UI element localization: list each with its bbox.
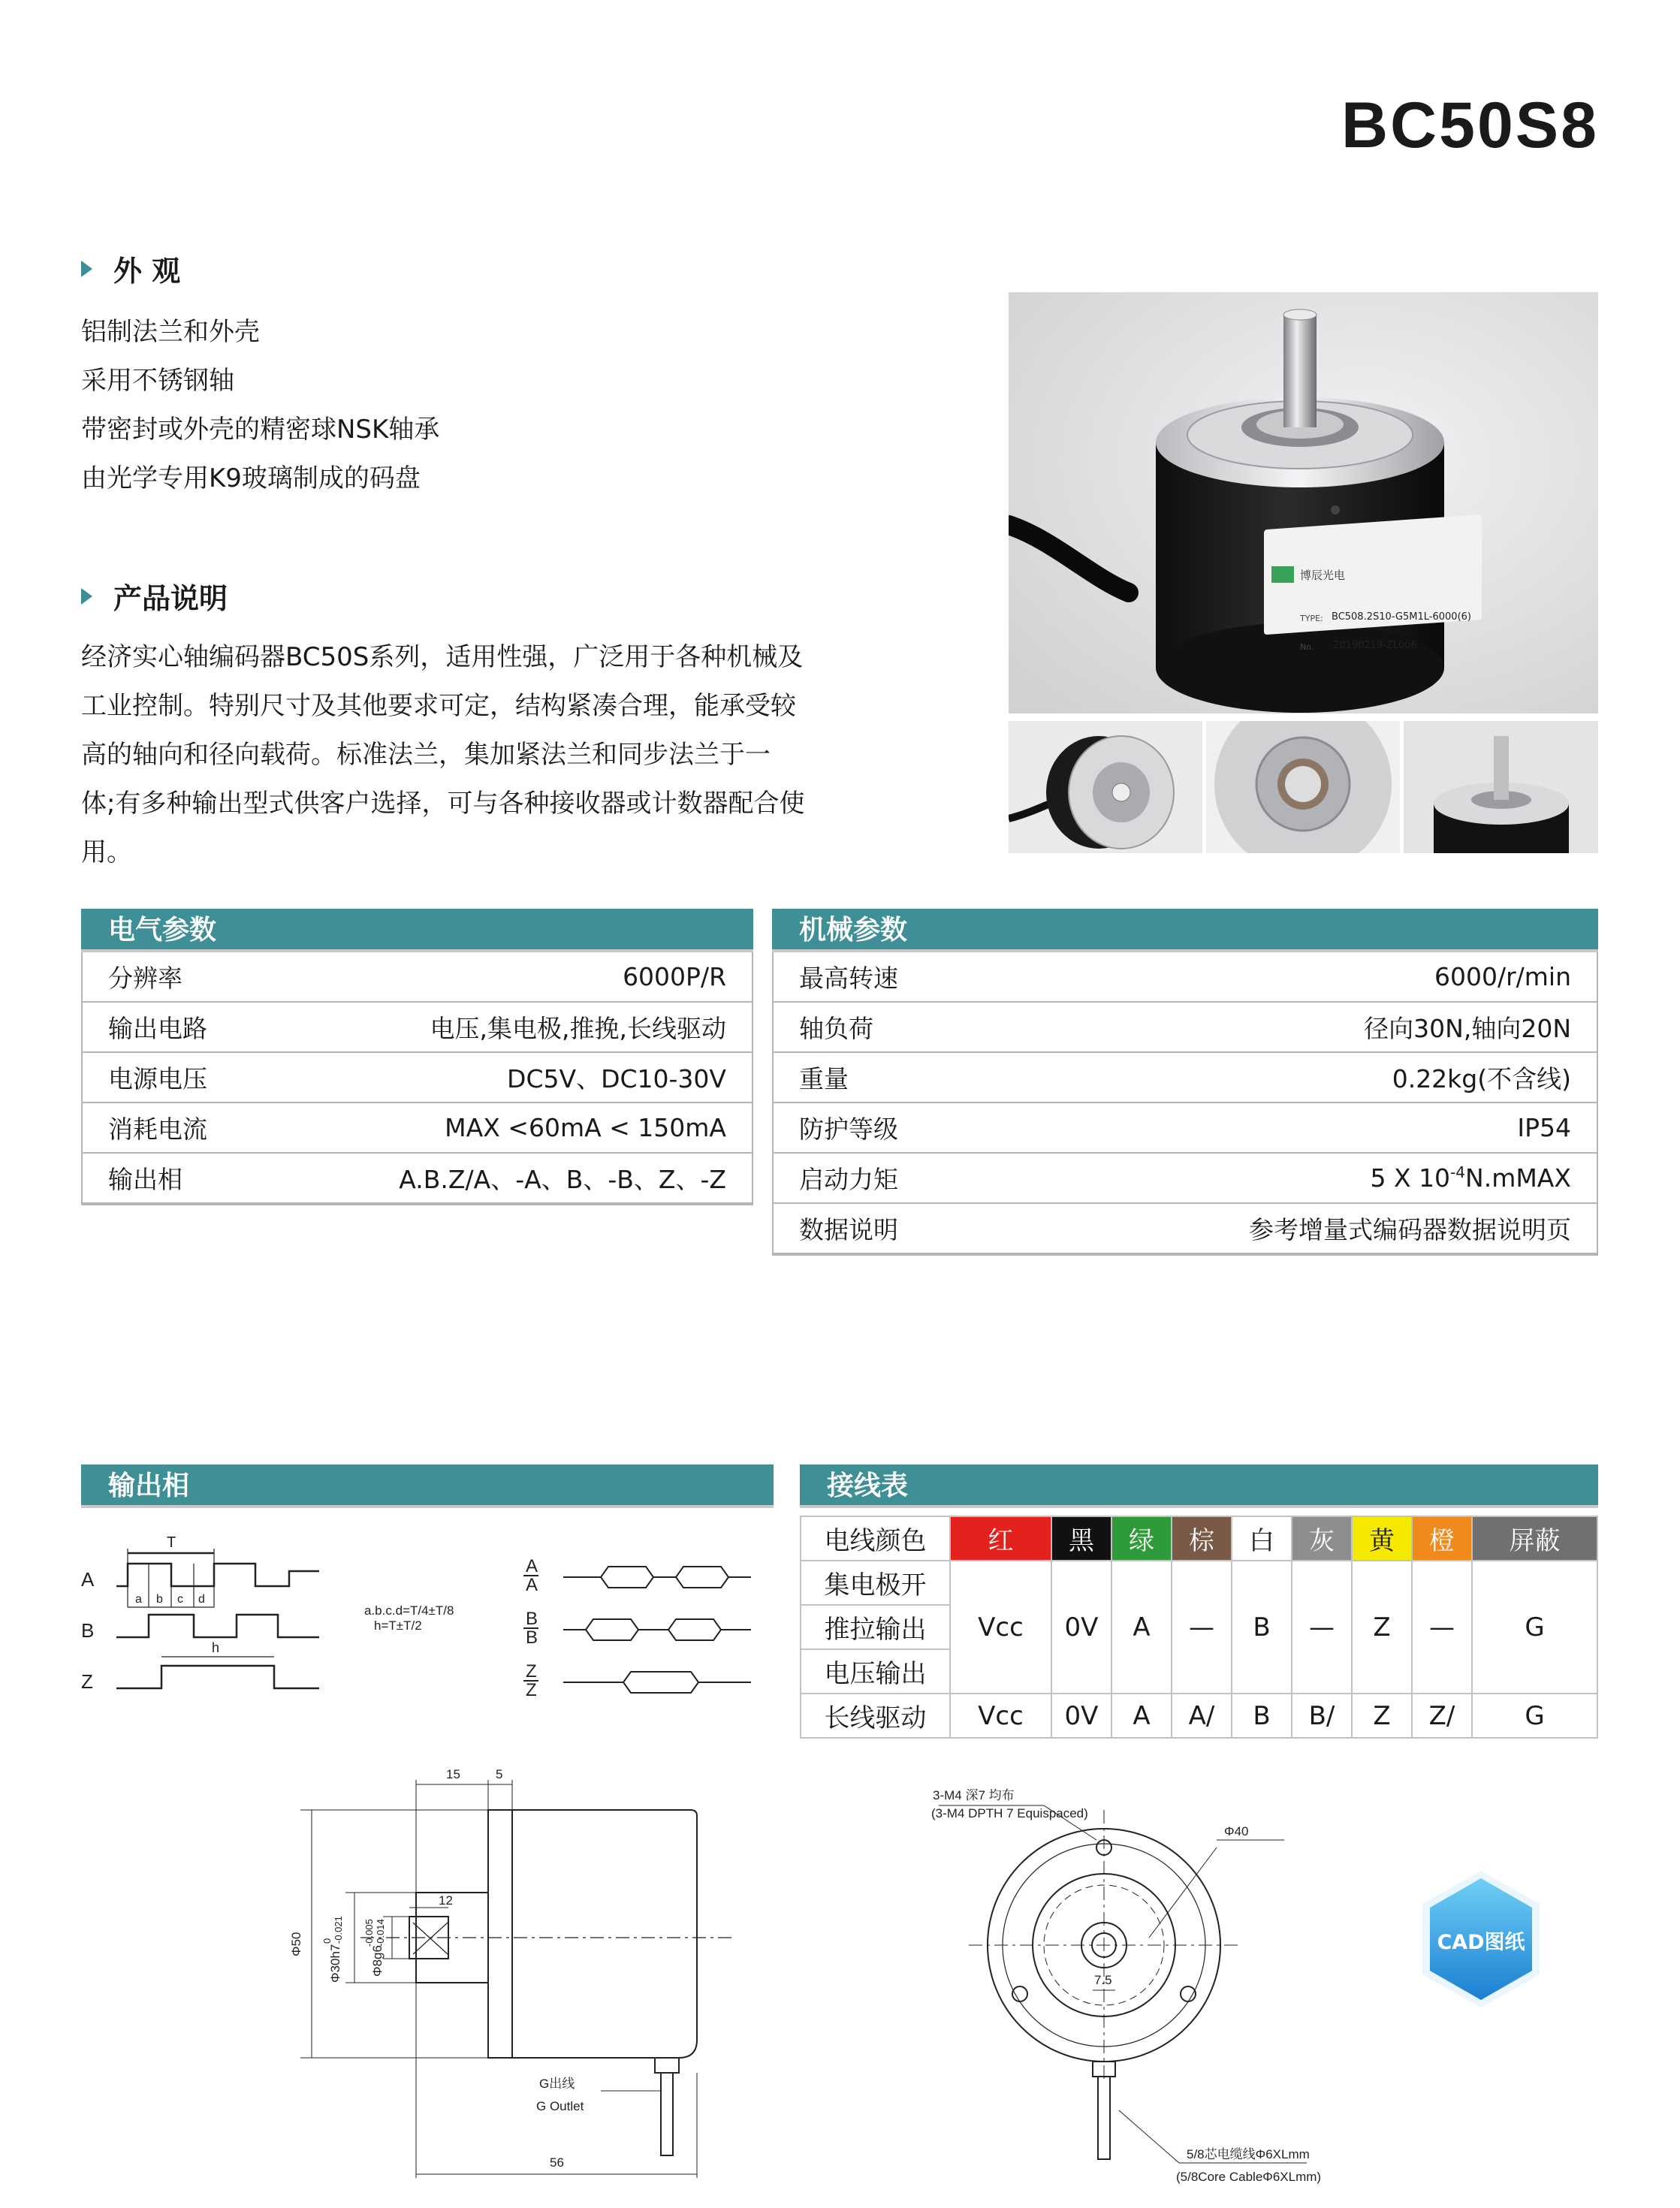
label-type-value: BC508.2S10-G5M1L-6000(6) [1332, 611, 1471, 623]
param-name: 数据说明 [774, 1203, 1009, 1253]
table-row [774, 1052, 1597, 1102]
param-value: 电压,集电极,推挽,长线驱动 [273, 1002, 752, 1052]
cable-en-label: (5/8Core CableΦ6XLmm) [1176, 2170, 1322, 2184]
appearance-list [81, 308, 439, 503]
product-thumbnail [1206, 721, 1400, 853]
segment-d-label: d [198, 1593, 205, 1606]
param-value: 6000/r/min [1009, 952, 1597, 1002]
wire-value-cell: Z/ [1412, 1694, 1472, 1738]
wire-color-cell: 橙 [1412, 1516, 1472, 1561]
triangle-bullet-icon [81, 261, 92, 277]
wire-value-cell: — [1292, 1561, 1352, 1694]
wire-value-cell: A [1111, 1561, 1172, 1694]
dim-15-label: 15 [446, 1767, 460, 1781]
table-row [83, 1153, 752, 1203]
wire-value-cell: Z [1352, 1561, 1412, 1694]
wire-value-cell: — [1172, 1561, 1232, 1694]
wire-value-cell: 0V [1051, 1694, 1111, 1738]
product-thumbnail [1009, 721, 1202, 853]
wire-value-cell: B/ [1292, 1694, 1352, 1738]
table-row [83, 1052, 752, 1102]
front-view-drawing [864, 1757, 1374, 2200]
wire-color-cell: 绿 [1111, 1516, 1172, 1561]
mechanical-params-box [772, 952, 1598, 1256]
phase-z-label: Z [81, 1670, 93, 1693]
diff-a-label: A [526, 1556, 538, 1576]
wiring-table-box [800, 1516, 1598, 1739]
mechanical-params-title: 机械参数 [772, 909, 1598, 952]
wiring-table [800, 1516, 1598, 1739]
param-value: MAX <60mA < 150mA [273, 1102, 752, 1153]
cad-drawing-button[interactable] [1417, 1868, 1545, 2010]
description-heading [81, 575, 228, 617]
wire-value-cell: G [1472, 1694, 1597, 1738]
side-view-drawing [270, 1757, 751, 2193]
table-row [801, 1561, 1597, 1605]
row-label: 推拉输出 [801, 1605, 950, 1649]
triangle-bullet-icon [81, 588, 92, 605]
wire-value-cell: — [1412, 1561, 1472, 1694]
label-brand: 博辰光电 [1300, 569, 1346, 582]
table-row [774, 1153, 1597, 1203]
phi8-tol-lower: -0.014 [375, 1919, 386, 1947]
param-value: 径向30N,轴向20N [1009, 1002, 1597, 1052]
table-row [801, 1694, 1597, 1738]
wire-color-cell: 灰 [1292, 1516, 1352, 1561]
model-title: BC50S8 [1341, 89, 1599, 161]
electrical-params-table [83, 952, 752, 1204]
feature-item: 由光学专用K9玻璃制成的码盘 [81, 463, 421, 493]
electrical-params-title: 电气参数 [81, 909, 753, 952]
wire-value-cell: B [1232, 1694, 1292, 1738]
phi50-label: Φ50 [289, 1932, 303, 1956]
table-row [83, 1102, 752, 1153]
torque-base: 5 X 10 [1370, 1163, 1451, 1193]
segment-c-label: c [177, 1593, 183, 1606]
description-line: 用。 [81, 837, 132, 867]
diff-not-z-label: Z [526, 1680, 537, 1700]
outlet-en-label: G Outlet [536, 2099, 584, 2113]
row-label: 集电极开 [801, 1561, 950, 1605]
param-name: 分辨率 [83, 952, 273, 1002]
label-no-prefix: No. [1300, 642, 1314, 652]
param-name: 输出电路 [83, 1002, 273, 1052]
param-value: 参考增量式编码器数据说明页 [1009, 1203, 1597, 1253]
param-value: 6000P/R [273, 952, 752, 1002]
param-value: A.B.Z/A、-A、B、-B、Z、-Z [273, 1153, 752, 1203]
label-type-prefix: TYPE: [1300, 614, 1323, 623]
description-line: 工业控制。特别尺寸及其他要求可定，结构紧凑合理，能承受较 [81, 691, 796, 721]
wire-color-cell: 白 [1232, 1516, 1292, 1561]
param-name: 输出相 [83, 1153, 273, 1203]
output-phase-diagram [75, 1525, 781, 1727]
phi40-label: Φ40 [1224, 1824, 1249, 1838]
wire-value-cell: Vcc [950, 1694, 1051, 1738]
wire-value-cell: Vcc [950, 1561, 1051, 1694]
phi8-tol-upper: -0.005 [363, 1919, 375, 1947]
row-label: 电压输出 [801, 1649, 950, 1694]
torque-unit: N.mMAX [1465, 1163, 1571, 1193]
dim-12-label: 12 [439, 1893, 453, 1908]
timing-formula-2: h=T±T/2 [374, 1618, 422, 1633]
cad-badge-label: CAD图纸 [1437, 1931, 1525, 1954]
appearance-heading [81, 248, 180, 289]
label-no-value: 20190219-ZL006 [1333, 640, 1417, 651]
param-name: 重量 [774, 1052, 1009, 1102]
electrical-params-panel [81, 909, 753, 1205]
diff-not-a-label: A [526, 1575, 538, 1595]
phi30-tol-lower: -0.021 [333, 1916, 344, 1944]
segment-b-label: b [156, 1593, 163, 1606]
phi8-label: Φ8g6 [370, 1945, 385, 1977]
electrical-params-box [81, 952, 753, 1205]
param-name: 消耗电流 [83, 1102, 273, 1153]
table-row [83, 952, 752, 1002]
wire-color-cell: 黄 [1352, 1516, 1412, 1561]
param-name: 启动力矩 [774, 1153, 1009, 1203]
row-label: 电线颜色 [801, 1516, 950, 1561]
wire-value-cell: 0V [1051, 1561, 1111, 1694]
product-photo-main [1009, 292, 1598, 713]
wire-color-cell: 棕 [1172, 1516, 1232, 1561]
product-thumbnail [1404, 721, 1598, 853]
wire-value-cell: G [1472, 1561, 1597, 1694]
cable-cn-label: 5/8芯电缆线Φ6XLmm [1187, 2147, 1310, 2161]
param-value: 0.22kg(不含线) [1009, 1052, 1597, 1102]
feature-item: 采用不锈钢轴 [81, 366, 234, 396]
row-label: 长线驱动 [801, 1694, 950, 1738]
phase-a-label: A [81, 1568, 95, 1591]
phase-b-label: B [81, 1619, 95, 1642]
dim-5-label: 5 [496, 1767, 503, 1781]
diff-not-b-label: B [526, 1627, 538, 1648]
description-line: 体;有多种输出型式供客户选择，可与各种接收器或计数器配合使 [81, 789, 805, 819]
wire-color-cell: 黑 [1051, 1516, 1111, 1561]
wire-color-row [801, 1516, 1597, 1561]
param-name: 轴负荷 [774, 1002, 1009, 1052]
table-row [83, 1002, 752, 1052]
outlet-cn-label: G出线 [539, 2077, 575, 2091]
mechanical-params-table [774, 952, 1597, 1254]
wire-value-cell: Z [1352, 1694, 1412, 1738]
param-name: 最高转速 [774, 952, 1009, 1002]
torque-exponent: -4 [1450, 1163, 1466, 1181]
segment-a-label: a [135, 1593, 142, 1606]
description-line: 经济实心轴编码器BC50S系列，适用性强，广泛用于各种机械及 [81, 642, 804, 672]
dim-7-5-label: 7.5 [1094, 1973, 1112, 1987]
appearance-heading-text: 外 观 [113, 255, 181, 288]
feature-item: 铝制法兰和外壳 [81, 317, 260, 347]
description-heading-text: 产品说明 [113, 582, 228, 615]
period-t-label: T [167, 1534, 176, 1551]
wire-color-cell: 红 [950, 1516, 1051, 1561]
mechanical-params-panel [772, 909, 1598, 1256]
wire-color-cell: 屏蔽 [1472, 1516, 1597, 1561]
description-line: 高的轴向和径向载荷。标准法兰，集加紧法兰和同步法兰于一 [81, 740, 771, 770]
description-text [81, 633, 877, 877]
holes-en-label: (3-M4 DPTH 7 Equispaced) [931, 1806, 1088, 1820]
param-value: IP54 [1009, 1102, 1597, 1153]
diff-z-label: Z [526, 1661, 537, 1682]
holes-cn-label: 3-M4 深7 均布 [933, 1788, 1015, 1802]
table-row [774, 1102, 1597, 1153]
table-row [774, 1002, 1597, 1052]
diff-b-label: B [526, 1609, 538, 1629]
wire-value-cell: A/ [1172, 1694, 1232, 1738]
wiring-table-title: 接线表 [800, 1464, 1598, 1508]
phi30-tol-upper: 0 [321, 1938, 333, 1944]
timing-formula-1: a.b.c.d=T/4±T/8 [364, 1603, 454, 1618]
dim-56-label: 56 [550, 2155, 564, 2170]
table-row [774, 1203, 1597, 1253]
wire-value-cell: B [1232, 1561, 1292, 1694]
feature-item: 带密封或外壳的精密球NSK轴承 [81, 415, 440, 445]
phi30-label: Φ30h7 [328, 1944, 342, 1983]
output-phase-title: 输出相 [81, 1464, 774, 1508]
param-name: 防护等级 [774, 1102, 1009, 1153]
pulse-h-label: h [212, 1640, 220, 1655]
table-row [774, 952, 1597, 1002]
param-value [1009, 1153, 1597, 1203]
param-value: DC5V、DC10-30V [273, 1052, 752, 1102]
wire-value-cell: A [1111, 1694, 1172, 1738]
param-name: 电源电压 [83, 1052, 273, 1102]
